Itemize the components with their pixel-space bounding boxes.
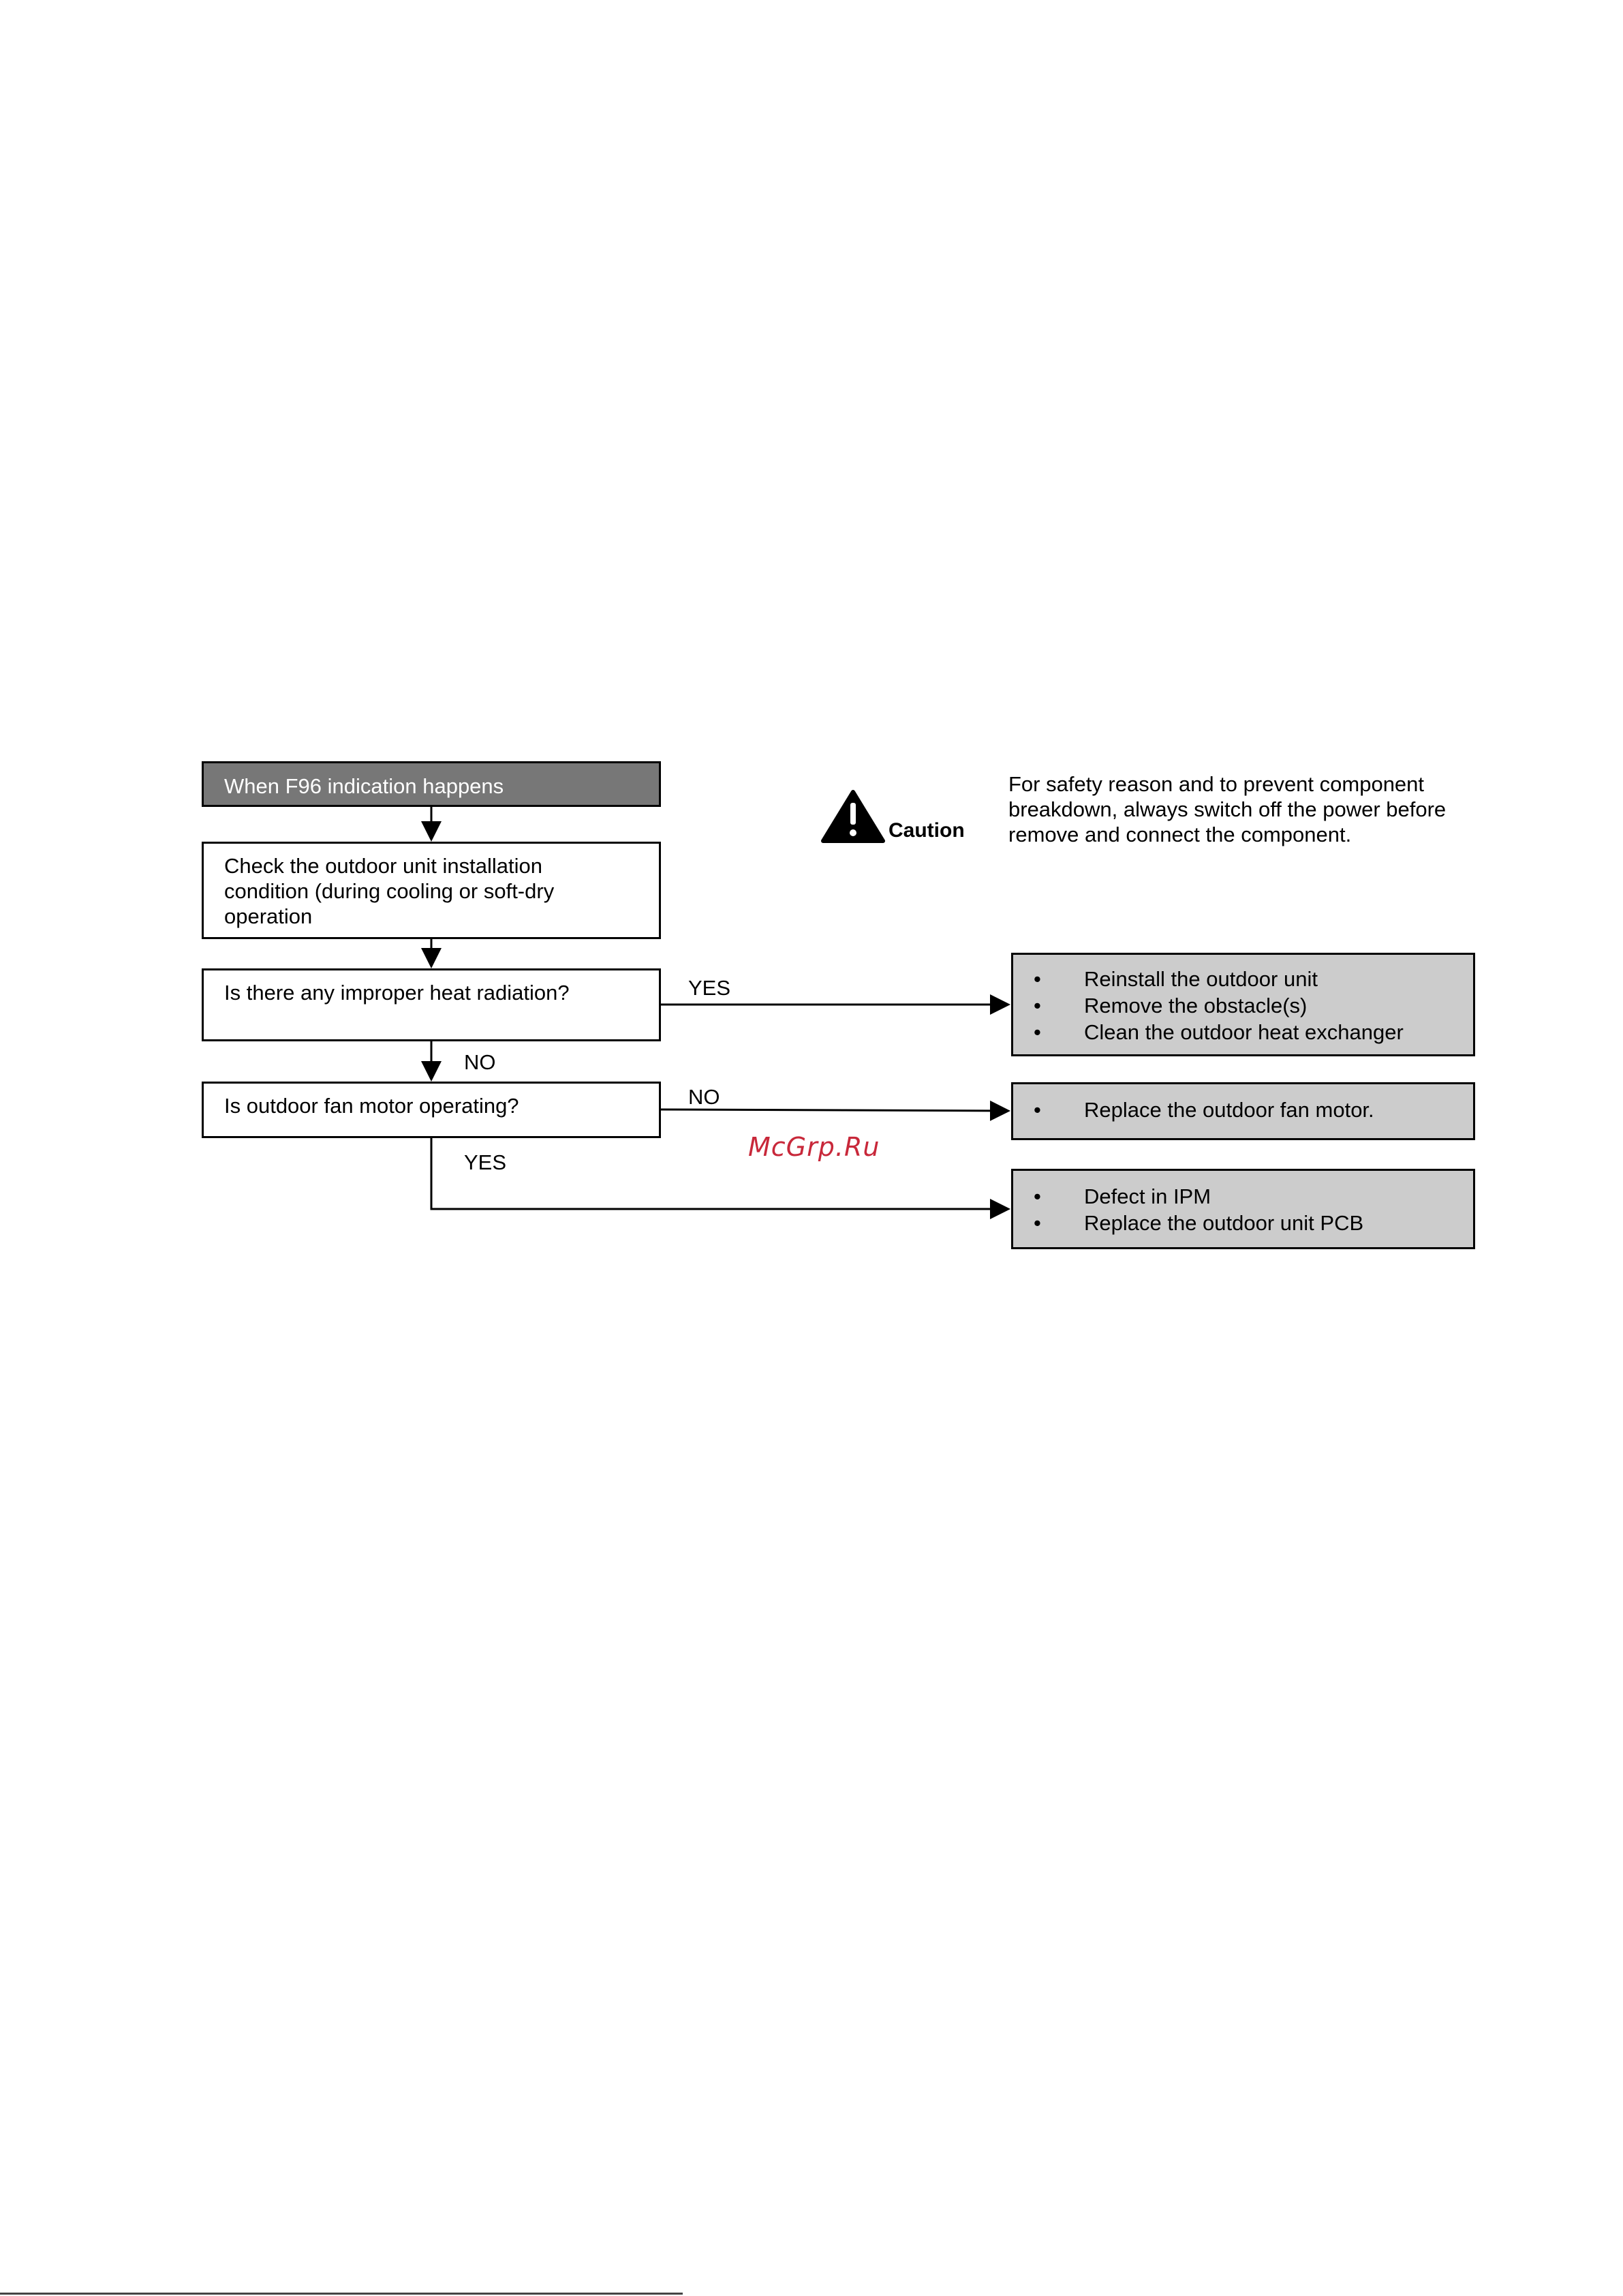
label-fan-yes: YES xyxy=(464,1150,507,1174)
heat-radiation-action-box xyxy=(1011,953,1475,1056)
list-item: • Replace the outdoor fan motor. xyxy=(1013,1097,1473,1123)
arrow-fan-no xyxy=(661,1109,1008,1111)
heat-radiation-question-box xyxy=(202,968,661,1041)
list-item: • Defect in IPM xyxy=(1013,1183,1473,1210)
pcb-action-box xyxy=(1011,1169,1475,1249)
start-box xyxy=(202,761,661,807)
label-fan-no: NO xyxy=(688,1085,720,1109)
heat-radiation-action-list xyxy=(1013,966,1473,1045)
list-item: • Reinstall the outdoor unit xyxy=(1013,966,1473,992)
footer-rule xyxy=(0,2293,683,2295)
check-installation-text: Check the outdoor unit installation condition (during cooling or soft-dry operation xyxy=(224,854,555,928)
fan-motor-question-box xyxy=(202,1082,661,1138)
caution-icon xyxy=(823,792,883,841)
caution-text: For safety reason and to prevent component breakdown, always switch off the power before remove and connect the component. xyxy=(1008,772,1447,846)
check-installation-box xyxy=(202,842,661,939)
list-item: • Remove the obstacle(s) xyxy=(1013,992,1473,1019)
fan-motor-action-box xyxy=(1011,1082,1475,1140)
list-item: • Replace the outdoor unit PCB xyxy=(1013,1210,1473,1236)
label-heat-no: NO xyxy=(464,1050,496,1074)
start-box-text: When F96 indication happens xyxy=(224,774,504,798)
pcb-action-list xyxy=(1013,1183,1473,1236)
arrow-fan-yes xyxy=(431,1138,1008,1209)
fan-motor-question-text: Is outdoor fan motor operating? xyxy=(224,1094,519,1118)
heat-radiation-question-text: Is there any improper heat radiation? xyxy=(224,981,570,1005)
watermark: McGrp.Ru xyxy=(748,1132,880,1162)
label-heat-yes: YES xyxy=(688,976,731,1000)
list-item: • Clean the outdoor heat exchanger xyxy=(1013,1019,1473,1045)
fan-motor-action-list xyxy=(1013,1097,1473,1123)
caution-label: Caution xyxy=(888,819,965,842)
